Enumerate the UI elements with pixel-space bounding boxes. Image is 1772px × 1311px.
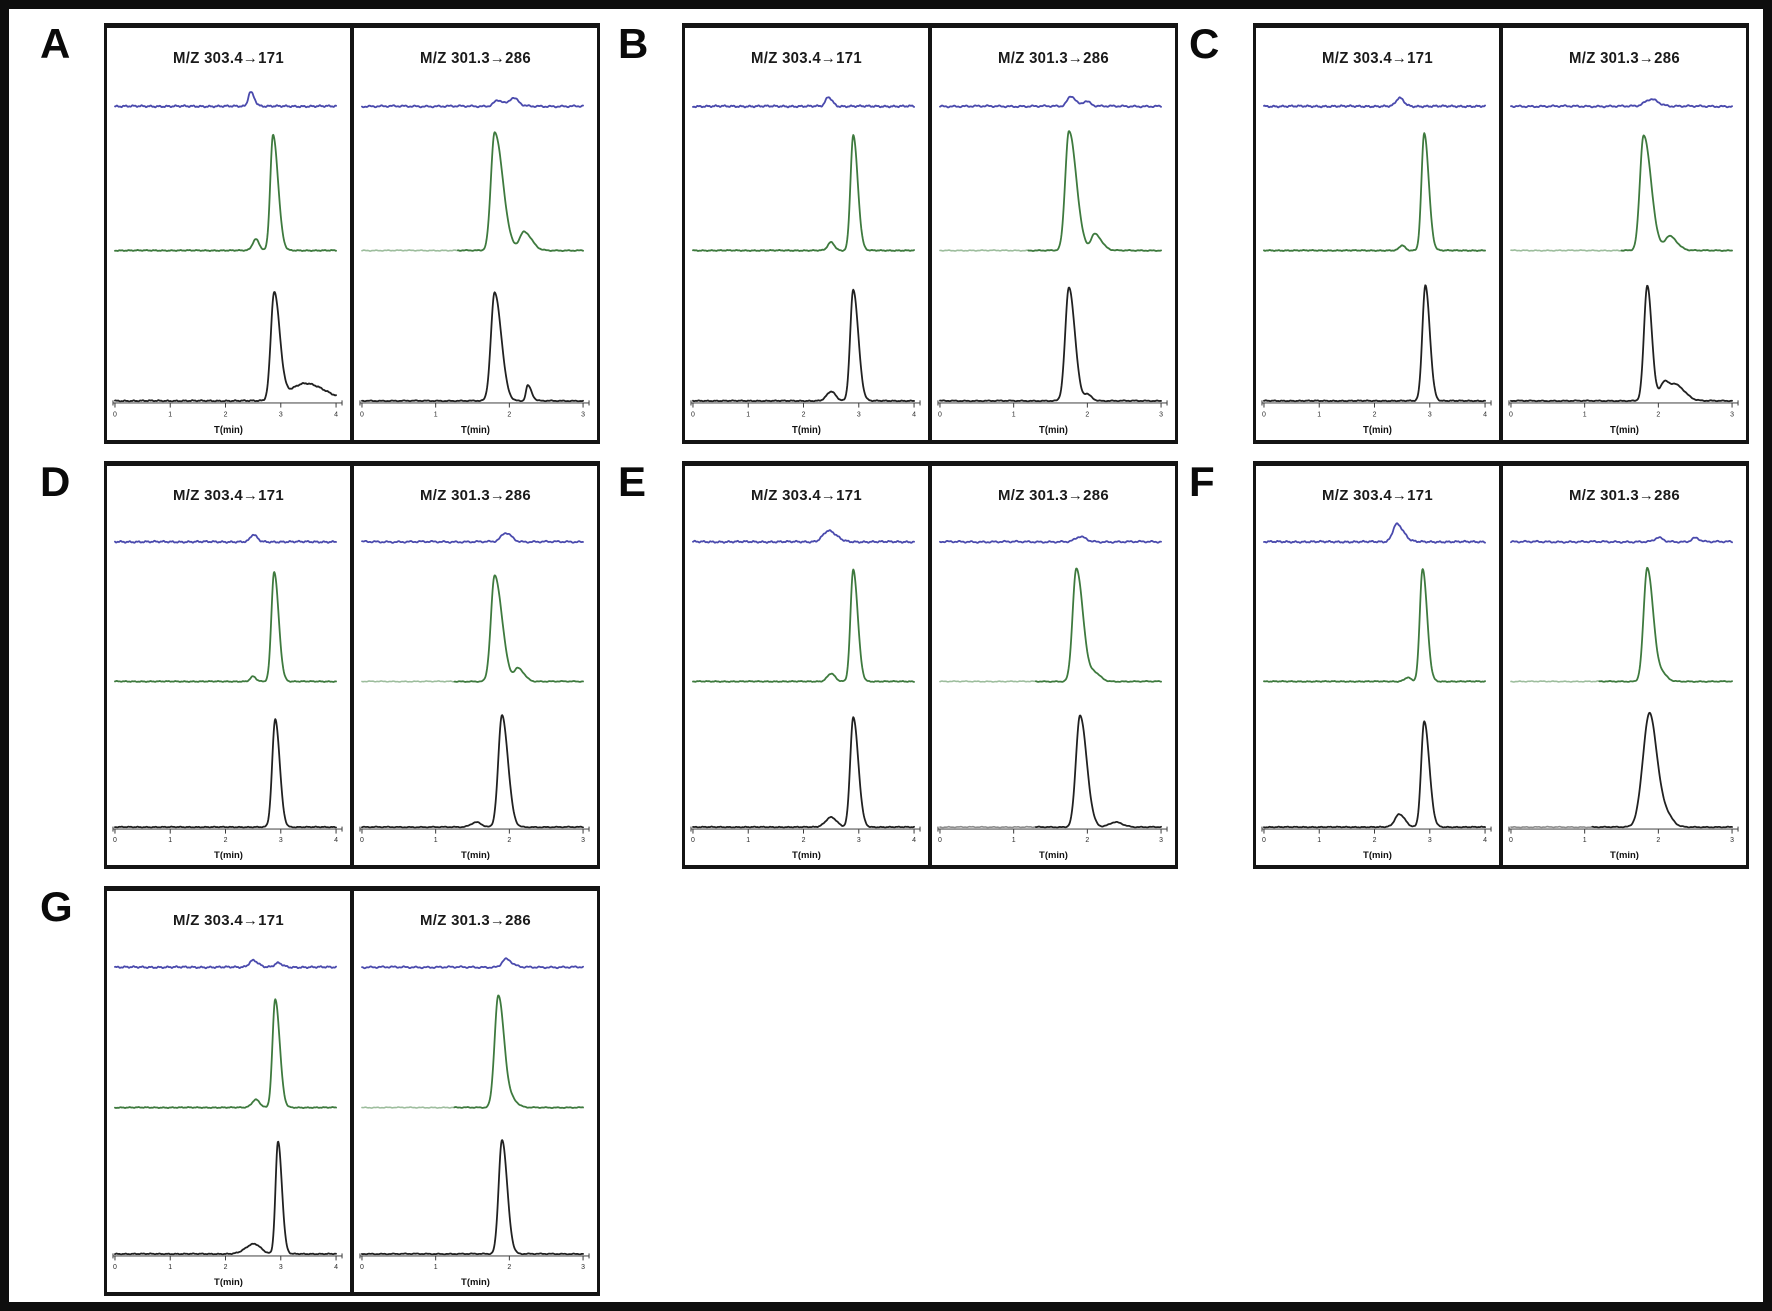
x-axis bbox=[1262, 400, 1491, 418]
trace-green bbox=[115, 135, 336, 251]
trace-black bbox=[940, 288, 1161, 402]
x-axis-label: T(min) bbox=[214, 850, 243, 862]
x-tick-label: 1 bbox=[1582, 410, 1587, 419]
panel-box-C bbox=[1253, 23, 1749, 444]
subpanel-title: M/Z 303.4→171 bbox=[173, 49, 284, 68]
trace-blue bbox=[362, 98, 583, 107]
x-axis-label: T(min) bbox=[461, 850, 490, 862]
x-tick-label: 0 bbox=[113, 410, 117, 419]
panel-letter-E: E bbox=[618, 458, 647, 505]
x-tick-label: 0 bbox=[113, 1263, 117, 1271]
chromatogram-D-mz3034-171 bbox=[107, 466, 350, 865]
x-tick-label: 4 bbox=[334, 1263, 338, 1271]
x-tick-label: 4 bbox=[334, 410, 338, 419]
x-tick-label: 1 bbox=[168, 837, 173, 845]
chromatogram-F-mz3034-171 bbox=[1256, 466, 1499, 865]
trace-green bbox=[1599, 568, 1732, 682]
trace-green bbox=[362, 1107, 454, 1108]
x-tick-label: 0 bbox=[360, 410, 364, 419]
chromatogram-C-mz3013-286 bbox=[1503, 28, 1746, 440]
trace-black bbox=[115, 719, 336, 827]
trace-green bbox=[115, 999, 336, 1108]
subpanel-title: M/Z 303.4→171 bbox=[751, 49, 862, 68]
x-tick-label: 1 bbox=[1582, 837, 1587, 845]
trace-green bbox=[458, 132, 583, 251]
chromatogram-E-mz3013-286 bbox=[932, 466, 1175, 865]
x-tick-label: 1 bbox=[433, 1263, 438, 1271]
x-tick-label: 2 bbox=[507, 1263, 512, 1271]
panel-letter-D: D bbox=[40, 458, 71, 505]
x-tick-label: 3 bbox=[581, 837, 586, 845]
panel-A bbox=[40, 20, 600, 444]
trace-black bbox=[1036, 715, 1161, 827]
x-axis-label: T(min) bbox=[1610, 850, 1639, 862]
chromatogram-G-mz3013-286 bbox=[354, 891, 597, 1292]
x-tick-label: 2 bbox=[1372, 837, 1377, 845]
trace-green bbox=[454, 575, 583, 682]
x-tick-label: 3 bbox=[1159, 837, 1164, 845]
x-tick-label: 2 bbox=[1085, 837, 1090, 845]
x-tick-label: 4 bbox=[1483, 837, 1488, 845]
x-tick-label: 3 bbox=[1159, 410, 1163, 419]
x-axis bbox=[360, 400, 589, 418]
subpanel-title: M/Z 301.3→286 bbox=[420, 486, 531, 504]
x-tick-label: 4 bbox=[1483, 410, 1487, 419]
trace-green bbox=[362, 681, 454, 682]
panel-B bbox=[618, 20, 1178, 444]
x-tick-label: 1 bbox=[433, 410, 438, 419]
trace-black bbox=[1511, 827, 1592, 828]
trace-blue bbox=[1511, 99, 1732, 107]
panel-letter-A: A bbox=[40, 20, 71, 67]
subpanel-title: M/Z 301.3→286 bbox=[1569, 486, 1680, 504]
trace-black bbox=[693, 717, 914, 827]
chromatogram-C-mz3034-171 bbox=[1256, 28, 1499, 440]
x-tick-label: 1 bbox=[746, 837, 751, 845]
trace-green bbox=[1264, 569, 1485, 682]
trace-blue bbox=[940, 536, 1161, 542]
x-tick-label: 3 bbox=[278, 837, 283, 845]
trace-green bbox=[693, 135, 914, 251]
x-tick-label: 0 bbox=[691, 410, 695, 419]
trace-blue bbox=[115, 960, 336, 969]
x-tick-label: 0 bbox=[1262, 410, 1266, 419]
x-axis bbox=[938, 827, 1167, 844]
panel-box-G bbox=[104, 886, 600, 1296]
x-tick-label: 0 bbox=[1509, 837, 1513, 845]
x-tick-label: 4 bbox=[912, 837, 917, 845]
panel-letter-G: G bbox=[40, 883, 73, 930]
trace-green bbox=[454, 996, 583, 1109]
x-tick-label: 2 bbox=[223, 837, 228, 845]
chromatogram-G-mz3034-171 bbox=[107, 891, 350, 1292]
panel-F bbox=[1189, 458, 1749, 869]
x-axis bbox=[1262, 827, 1491, 844]
x-axis bbox=[691, 827, 920, 844]
x-axis bbox=[113, 827, 342, 844]
chromatogram-B-mz3013-286 bbox=[932, 28, 1175, 440]
x-tick-label: 3 bbox=[856, 410, 861, 419]
panel-letter-B: B bbox=[618, 20, 649, 67]
x-axis bbox=[1509, 827, 1738, 844]
subpanel-title: M/Z 303.4→171 bbox=[751, 486, 862, 504]
x-tick-label: 3 bbox=[278, 1263, 283, 1271]
chromatogram-A-mz3013-286 bbox=[354, 28, 597, 440]
panel-E bbox=[618, 458, 1178, 869]
x-axis-label: T(min) bbox=[1610, 424, 1639, 436]
subpanel-title: M/Z 301.3→286 bbox=[420, 49, 531, 68]
x-tick-label: 2 bbox=[801, 837, 806, 845]
panel-D bbox=[40, 458, 600, 869]
x-axis-label: T(min) bbox=[792, 850, 821, 862]
trace-green bbox=[362, 250, 458, 251]
subpanel-title: M/Z 301.3→286 bbox=[998, 49, 1109, 68]
x-tick-label: 2 bbox=[507, 837, 512, 845]
x-axis bbox=[113, 1253, 342, 1271]
x-tick-label: 2 bbox=[507, 410, 512, 419]
x-tick-label: 2 bbox=[1372, 410, 1377, 419]
x-axis-label: T(min) bbox=[461, 1276, 490, 1288]
x-tick-label: 3 bbox=[1730, 410, 1734, 419]
subpanel-title: M/Z 301.3→286 bbox=[998, 486, 1109, 504]
trace-black bbox=[362, 715, 583, 827]
trace-black bbox=[115, 1142, 336, 1255]
x-axis-label: T(min) bbox=[214, 1276, 243, 1288]
x-tick-label: 0 bbox=[360, 837, 364, 845]
x-tick-label: 0 bbox=[113, 837, 117, 845]
x-tick-label: 3 bbox=[856, 837, 861, 845]
subpanel-title: M/Z 303.4→171 bbox=[1322, 49, 1433, 68]
panel-letter-C: C bbox=[1189, 20, 1220, 67]
trace-green bbox=[940, 250, 1028, 251]
chromatogram-B-mz3034-171 bbox=[685, 28, 928, 440]
x-tick-label: 2 bbox=[1656, 410, 1661, 419]
panel-box-F bbox=[1253, 461, 1749, 869]
x-tick-label: 0 bbox=[360, 1263, 364, 1271]
x-axis-label: T(min) bbox=[461, 424, 490, 436]
panel-box-B bbox=[682, 23, 1178, 444]
x-axis bbox=[360, 1253, 589, 1271]
panel-letter-F: F bbox=[1189, 458, 1215, 505]
chromatogram-D-mz3013-286 bbox=[354, 466, 597, 865]
x-tick-label: 3 bbox=[581, 1263, 585, 1271]
panel-G bbox=[40, 883, 600, 1296]
x-tick-label: 2 bbox=[1085, 410, 1090, 419]
x-tick-label: 0 bbox=[938, 410, 942, 419]
panel-C bbox=[1189, 20, 1749, 444]
subpanel-title: M/Z 303.4→171 bbox=[173, 486, 284, 504]
trace-green bbox=[1511, 681, 1599, 682]
trace-green bbox=[115, 572, 336, 682]
trace-blue bbox=[693, 530, 914, 543]
trace-black bbox=[940, 827, 1036, 828]
trace-black bbox=[1511, 286, 1732, 402]
x-axis-label: T(min) bbox=[792, 424, 821, 436]
trace-black bbox=[362, 292, 583, 401]
x-tick-label: 3 bbox=[581, 410, 585, 419]
x-axis bbox=[938, 400, 1167, 418]
x-tick-label: 0 bbox=[1262, 837, 1266, 845]
chromatogram-A-mz3034-171 bbox=[107, 28, 350, 440]
trace-blue bbox=[1264, 97, 1485, 107]
subpanel-title: M/Z 301.3→286 bbox=[420, 912, 531, 930]
trace-green bbox=[693, 570, 914, 682]
x-tick-label: 1 bbox=[1317, 837, 1322, 845]
x-axis-label: T(min) bbox=[1363, 424, 1392, 436]
trace-blue bbox=[1264, 523, 1485, 543]
trace-black bbox=[1264, 721, 1485, 827]
x-tick-label: 3 bbox=[278, 410, 283, 419]
trace-blue bbox=[693, 97, 914, 107]
x-tick-label: 3 bbox=[1427, 837, 1432, 845]
x-tick-label: 2 bbox=[223, 410, 228, 419]
x-axis-label: T(min) bbox=[1039, 424, 1068, 436]
x-axis-label: T(min) bbox=[1363, 850, 1392, 862]
x-axis bbox=[691, 400, 920, 418]
x-tick-label: 4 bbox=[334, 837, 339, 845]
trace-green bbox=[1028, 131, 1161, 251]
x-tick-label: 1 bbox=[1317, 410, 1322, 419]
x-tick-label: 3 bbox=[1427, 410, 1432, 419]
trace-blue bbox=[115, 535, 336, 543]
x-tick-label: 1 bbox=[1011, 837, 1016, 845]
x-axis-label: T(min) bbox=[1039, 850, 1068, 862]
trace-green bbox=[1036, 569, 1161, 682]
trace-black bbox=[1264, 285, 1485, 401]
x-tick-label: 1 bbox=[168, 1263, 173, 1271]
x-axis bbox=[360, 827, 589, 844]
x-tick-label: 3 bbox=[1730, 837, 1735, 845]
trace-blue bbox=[362, 533, 583, 543]
trace-green bbox=[1264, 133, 1485, 251]
trace-green bbox=[1511, 250, 1622, 251]
trace-black bbox=[115, 292, 336, 402]
trace-black bbox=[1592, 713, 1732, 828]
trace-blue bbox=[115, 92, 336, 107]
x-tick-label: 1 bbox=[746, 410, 751, 419]
chromatogram-F-mz3013-286 bbox=[1503, 466, 1746, 865]
trace-black bbox=[693, 290, 914, 402]
trace-black bbox=[362, 1140, 583, 1254]
chromatogram-E-mz3034-171 bbox=[685, 466, 928, 865]
x-tick-label: 0 bbox=[938, 837, 942, 845]
x-tick-label: 4 bbox=[912, 410, 916, 419]
x-tick-label: 2 bbox=[801, 410, 806, 419]
x-axis bbox=[1509, 400, 1738, 418]
panel-box-A bbox=[104, 23, 600, 444]
x-tick-label: 0 bbox=[1509, 410, 1513, 419]
trace-blue bbox=[362, 958, 583, 968]
trace-blue bbox=[1511, 537, 1732, 543]
subpanel-title: M/Z 303.4→171 bbox=[173, 912, 284, 930]
subpanel-title: M/Z 303.4→171 bbox=[1322, 486, 1433, 504]
x-tick-label: 0 bbox=[691, 837, 695, 845]
trace-green bbox=[1622, 135, 1733, 251]
panel-box-D bbox=[104, 461, 600, 869]
trace-green bbox=[940, 681, 1036, 682]
trace-blue bbox=[940, 97, 1161, 108]
x-tick-label: 1 bbox=[433, 837, 438, 845]
x-axis-label: T(min) bbox=[214, 424, 243, 436]
x-tick-label: 1 bbox=[168, 410, 173, 419]
x-tick-label: 2 bbox=[1656, 837, 1661, 845]
x-tick-label: 1 bbox=[1011, 410, 1016, 419]
subpanel-title: M/Z 301.3→286 bbox=[1569, 49, 1680, 68]
panel-box-E bbox=[682, 461, 1178, 869]
x-tick-label: 2 bbox=[223, 1263, 228, 1271]
x-axis bbox=[113, 400, 342, 418]
